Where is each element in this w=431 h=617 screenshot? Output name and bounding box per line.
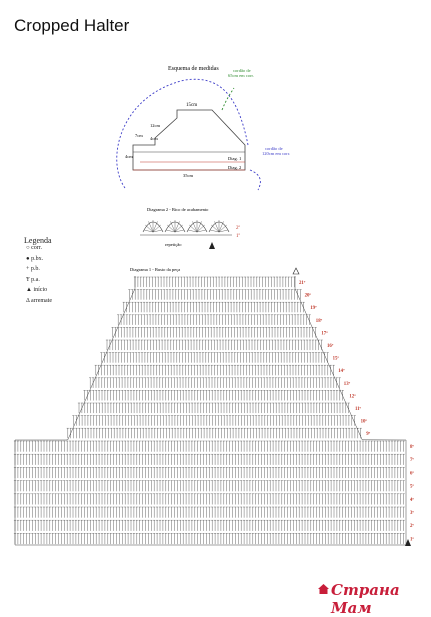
page-title: Cropped Halter [14,16,130,35]
row-number: 6º [410,471,414,477]
diagram1-title: Diagrama 1 - Busto da peça [130,267,181,272]
bust-chart [14,267,414,546]
strap-arrow [222,88,234,110]
chart-right-edge [295,276,406,545]
left-side-label: 7cm [135,133,143,138]
edge-stitch [171,221,176,232]
start-marker-icon [209,242,215,249]
row-number: 12º [349,394,356,400]
row-number: 20º [304,293,311,299]
legend-symbol-icon: Δ [26,297,32,304]
tie-curve [250,170,260,190]
row-number: 21º [299,281,306,286]
legend-item [26,256,43,262]
house-icon [318,584,329,594]
edge-stitch [193,221,198,232]
row-number: 16º [327,344,334,349]
scheme-title: Esquema de medidas [168,66,219,72]
edge-stitch [215,221,220,232]
legend-label: corr. [31,245,42,251]
edge-stitch [149,221,154,232]
end-marker-icon [293,268,299,274]
legend-symbol-icon: + [26,266,31,272]
row-number: 1º [410,537,414,543]
stitch-grid [14,268,411,546]
measurement-schematic [117,66,290,190]
row-numbers [299,280,414,542]
edge-stitch [175,221,180,232]
legend-label: p.a. [31,276,40,283]
row-number: 15º [332,356,339,362]
row-number: 14º [338,369,345,375]
row-number: 3º [410,511,414,516]
bottom-width-label: 35cm [183,173,193,178]
legend-item [26,266,40,272]
row-number: 4º [410,497,414,503]
diag1-label: Diag. 1 [228,156,242,161]
band-label: 4cm [125,154,133,159]
row-number: 10º [360,419,367,425]
legend-label: p.bx. [31,255,44,262]
row-number: 13º [343,381,351,387]
chart-left-edge [15,276,135,545]
tie-note-2: 120cm em corr. [262,151,291,156]
edge-arches [143,220,229,232]
diagram2-row-2: 2º [236,226,241,231]
row-number: 2º [410,524,414,530]
row-number: 18º [315,318,323,324]
row-number: 17º [321,331,328,337]
finishing-edge-diagram [140,207,241,249]
diagram2-title: Diagrama 2 - Bico de acabamento [147,207,209,212]
diagram2-row-1: 1º [236,234,241,239]
watermark: Страна Мам [331,581,400,617]
legend-symbol-icon: Ŧ [26,276,32,283]
strap-note-2: 65cm em corr. [228,73,254,78]
legend-item [26,287,47,293]
edge-stitch [219,221,224,232]
diag2-label: Diag. 2 [228,165,242,170]
legend-symbol-icon: ● [26,255,32,262]
row-number: 9º [366,432,371,438]
strap-note-1: cordão de [233,68,251,73]
legend-item [26,245,42,251]
row-number: 11º [355,407,362,412]
edge-stitch [153,221,158,232]
legend-title: Legenda [24,236,52,245]
legend-label: início [33,287,48,293]
legend-symbol-icon: ▲ [26,287,34,293]
legend-label: p.b. [30,266,40,272]
row-number: 8º [410,445,414,450]
row-number: 5º [410,484,414,490]
legend-item [26,298,52,304]
row-number: 7º [410,458,414,464]
tie-note-1: cordão de [265,146,283,151]
repeat-label: repetição [165,242,182,247]
legend-label: arremate [31,297,53,304]
top-width-label: 15cm [186,103,198,108]
small-side-label: 4cm [150,136,158,141]
legend-symbol-icon: ○ [26,245,32,251]
slope-label: 12cm [150,123,160,128]
edge-stitch [197,221,202,232]
row-number: 19º [310,306,317,312]
legend-item [26,277,40,283]
